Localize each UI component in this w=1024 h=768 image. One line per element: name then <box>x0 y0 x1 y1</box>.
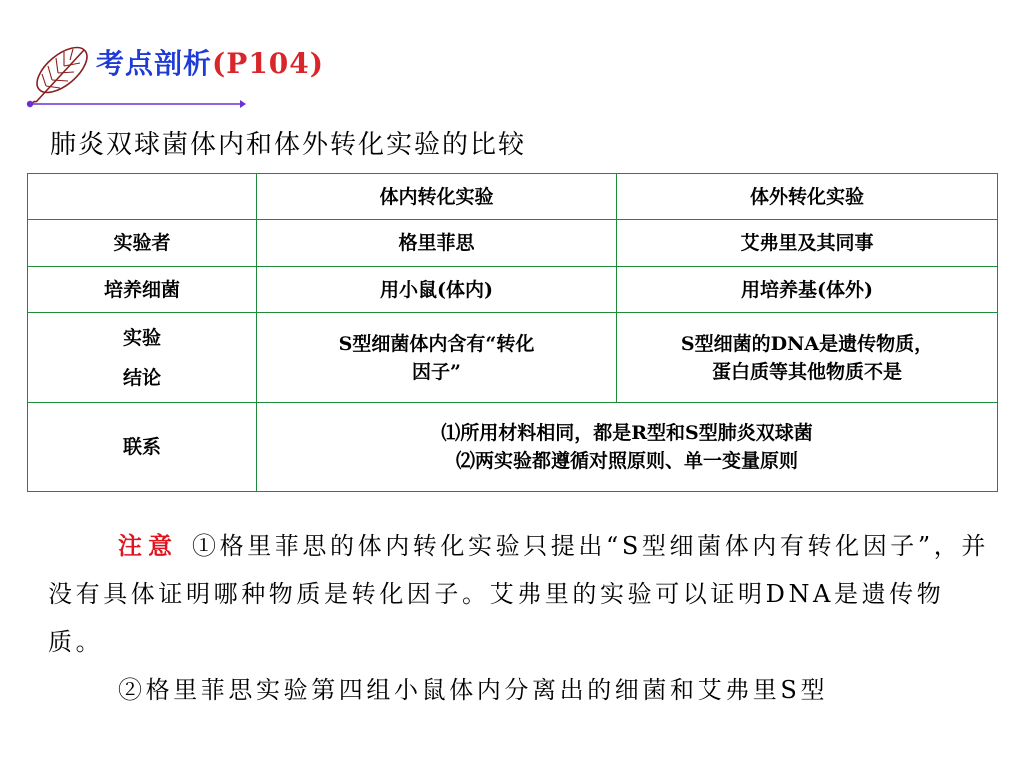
table-corner-cell <box>28 174 257 220</box>
in-vitro-conclusion-line1: S型细菌的DNA是遗传物质， <box>680 332 934 355</box>
table-row <box>28 313 998 403</box>
note-text-2: ②格里菲思实验第四组小鼠体内分离出的细菌和艾弗里S型 <box>118 676 829 704</box>
title-underline-arrow <box>26 100 246 108</box>
conclusion-label-line1: 实验 <box>122 326 161 349</box>
page-reference: (P104) <box>212 47 325 80</box>
header-in-vitro: 体外转化实验 <box>617 174 998 220</box>
note-label: 注意 <box>118 531 178 560</box>
note-paragraph-2 <box>48 666 993 714</box>
cell-in-vivo-experimenter: 格里菲思 <box>257 220 617 267</box>
in-vivo-conclusion-line2: 因子” <box>412 360 461 383</box>
cell-relation <box>257 403 998 492</box>
relation-line2: ⑵两实验都遵循对照原则、单一变量原则 <box>455 450 798 472</box>
row-label-conclusion <box>28 313 257 403</box>
cell-in-vivo-culture: 用小鼠(体内) <box>257 267 617 313</box>
table-row <box>28 220 998 267</box>
feather-quill-icon <box>24 40 94 108</box>
cell-in-vitro-experimenter: 艾弗里及其同事 <box>617 220 998 267</box>
row-label-experimenter: 实验者 <box>28 220 257 267</box>
table-header-row <box>28 174 998 220</box>
page-subtitle: 肺炎双球菌体内和体外转化实验的比较 <box>50 130 527 160</box>
row-label-relation: 联系 <box>28 403 257 492</box>
section-title <box>96 42 324 82</box>
table-row <box>28 403 998 492</box>
cell-in-vitro-conclusion <box>617 313 998 403</box>
section-title-text: 考点剖析 <box>96 47 213 80</box>
header-in-vivo: 体内转化实验 <box>257 174 617 220</box>
table-row <box>28 267 998 313</box>
row-label-culture: 培养细菌 <box>28 267 257 313</box>
in-vitro-conclusion-line2: 蛋白质等其他物质不是 <box>711 360 902 383</box>
in-vivo-conclusion-line1: S型细菌体内含有“转化 <box>338 332 535 355</box>
cell-in-vivo-conclusion <box>257 313 617 403</box>
note-text-1: ①格里菲思的体内转化实验只提出“S型细菌体内有转化因子”，并没有具体证明哪种物质是转化因子。艾弗里的实验可以证明DNA是遗传物质。 <box>48 532 989 656</box>
notes-section <box>48 522 993 714</box>
section-header <box>22 38 325 118</box>
conclusion-label-line2: 结论 <box>122 366 161 389</box>
note-paragraph-1 <box>48 522 993 666</box>
relation-line1: ⑴所用材料相同，都是R型和S型肺炎双球菌 <box>441 422 813 444</box>
cell-in-vitro-culture: 用培养基(体外) <box>617 267 998 313</box>
comparison-table <box>27 173 998 492</box>
